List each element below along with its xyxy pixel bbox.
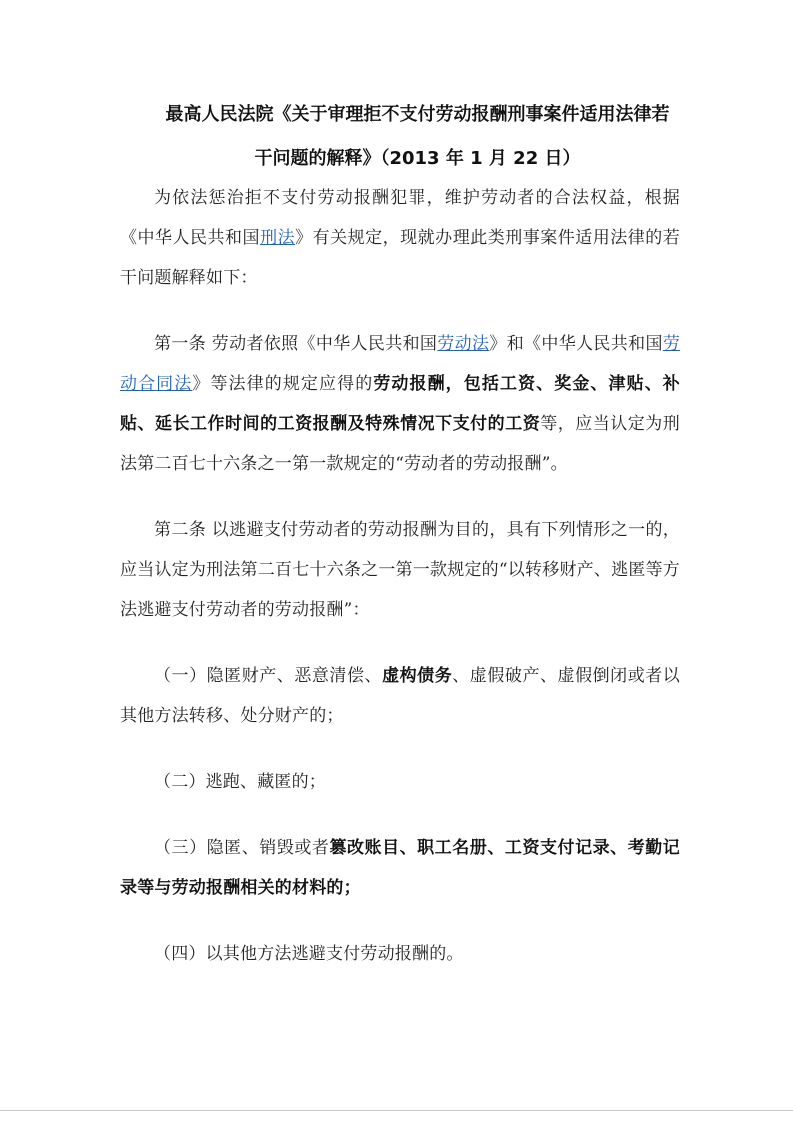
article-2-paragraph: 第二条 以逃避支付劳动者的劳动报酬为目的，具有下列情形之一的，应当认定为刑法第二百七十六条之一第一款规定的“以转移财产、逃匿等方法逃避支付劳动者的劳动报酬”： bbox=[120, 520, 680, 620]
item-1-bold-text: 虚构债务 bbox=[382, 666, 453, 686]
intro-paragraph bbox=[120, 178, 680, 298]
article-1-text-3: 》等法律的规定应得的 bbox=[192, 374, 374, 394]
document-body bbox=[120, 178, 680, 974]
article-1-bold-text: 劳动报酬，包括工资、奖金、津贴、补贴、延长工作时间的工资报酬及特殊情况下支付的工资 bbox=[120, 374, 680, 434]
intro-text-1: 为依法惩治拒不支付劳动报酬犯罪，维护劳动者的合法权益，根据《中华人民共和国 bbox=[120, 188, 680, 248]
title-line-1: 最高人民法院《关于审理拒不支付劳动报酬刑事案件适用法律若 bbox=[165, 104, 670, 125]
item-4-paragraph: （四）以其他方法逃避支付劳动报酬的。 bbox=[154, 944, 464, 964]
laodongfa-link[interactable]: 劳动法 bbox=[437, 334, 490, 354]
document-title bbox=[120, 93, 715, 181]
item-1-text-1: （一）隐匿财产、恶意清偿、 bbox=[154, 666, 383, 686]
title-line-2: 干问题的解释》（2013 年 1 月 22 日） bbox=[254, 148, 581, 169]
intro-text-2: 》有关规定，现就办理此类刑事案件适用法律的若干问题解释如下： bbox=[120, 228, 680, 288]
laodong-hetongfa-link[interactable]: 劳动合同法 bbox=[120, 334, 681, 394]
item-1-paragraph bbox=[120, 656, 680, 736]
article-1-text-2: 》和《中华人民共和国 bbox=[489, 334, 663, 354]
article-1-paragraph bbox=[120, 324, 680, 484]
xingfa-link[interactable]: 刑法 bbox=[260, 228, 296, 248]
article-1-text-4: 等，应当认定为刑法第二百七十六条之一第一款规定的“劳动者的劳动报酬”。 bbox=[120, 414, 680, 474]
item-3-text-1: （三）隐匿、销毁或者 bbox=[154, 838, 330, 858]
item-3-bold-text: 篡改账目、职工名册、工资支付记录、考勤记录等与劳动报酬相关的材料的； bbox=[120, 838, 681, 898]
page-bottom-divider bbox=[0, 1110, 793, 1111]
article-1-text-1: 第一条 劳动者依照《中华人民共和国 bbox=[154, 334, 438, 354]
item-3-paragraph bbox=[120, 828, 680, 908]
item-1-text-2: 、虚假破产、虚假倒闭或者以其他方法转移、处分财产的； bbox=[120, 666, 680, 726]
item-2-paragraph: （二）逃跑、藏匿的； bbox=[154, 772, 326, 792]
